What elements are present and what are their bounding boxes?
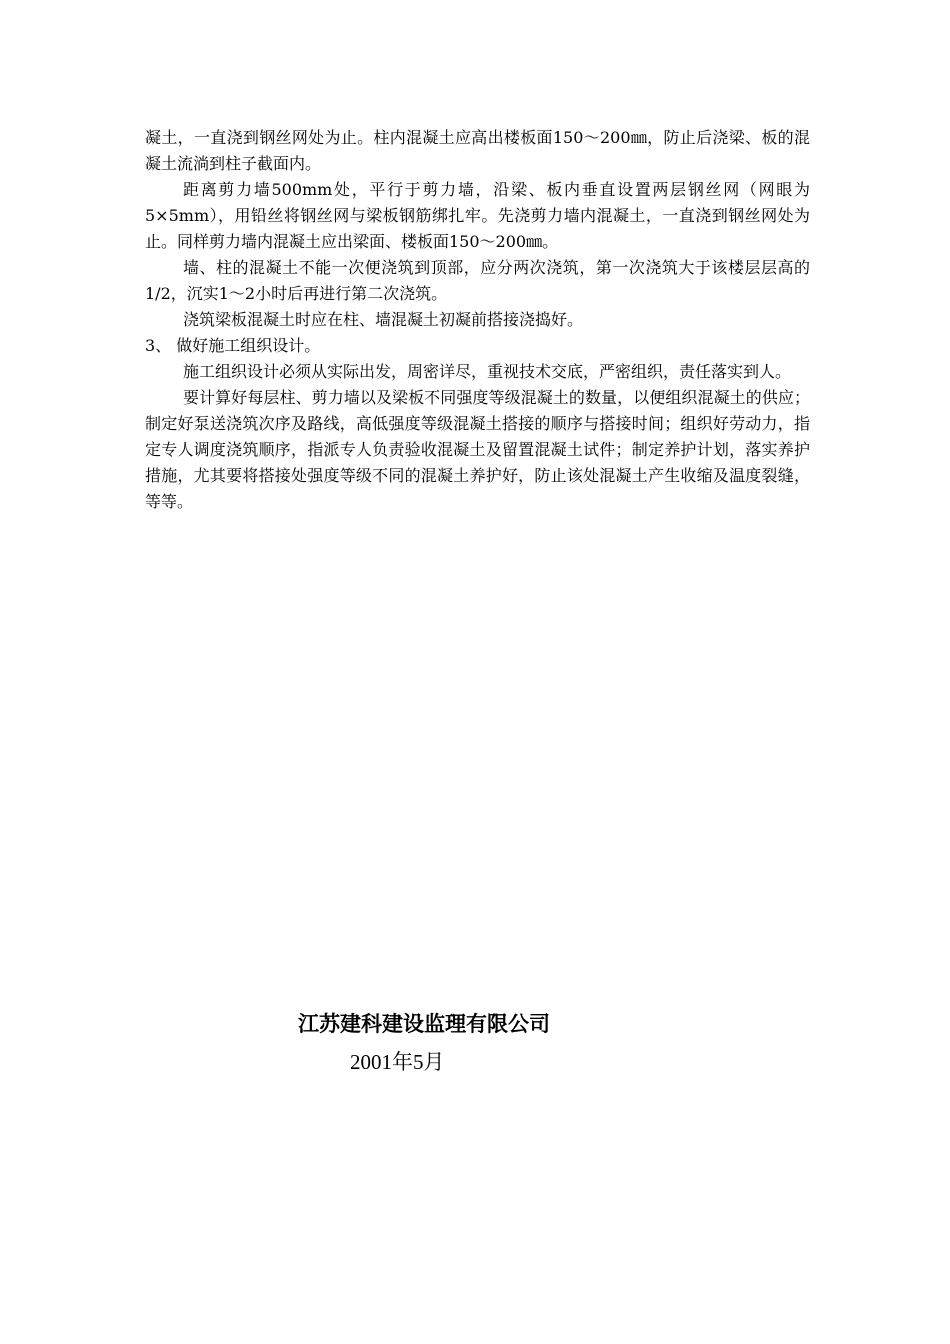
document-body [145,125,810,515]
paragraph-calculation-plan: 要计算好每层柱、剪力墙以及梁板不同强度等级混凝土的数量，以便组织混凝土的供应；制定好泵送浇筑次序及路线，高低强度等级混凝土搭接的顺序与搭接时间；组织好劳动力，指定专人调度浇筑顺序，指派专人负责验收混凝土及留置混凝土试件；制定养护计划，落实养护措施，尤其要将搭接处强度等级不同的混凝土养护好，防止该处混凝土产生收缩及温度裂缝，等等。 [145,388,810,511]
section-heading-3: 3、 做好施工组织设计。 [145,336,321,355]
paragraph-shear-wall-mesh: 距离剪力墙500mm处，平行于剪力墙，沿梁、板内垂直设置两层钢丝网（网眼为5×5mm），用铅丝将钢丝网与梁板钢筋绑扎牢。先浇剪力墙内混凝土，一直浇到钢丝网处为止。同样剪力墙内混凝土应出梁面、楼板面150～200㎜。 [145,180,810,251]
signature-company: 江苏建科建设监理有限公司 [298,1012,550,1036]
paragraph-beam-slab-pouring: 浇筑梁板混凝土时应在柱、墙混凝土初凝前搭接浇捣好。 [183,310,584,329]
paragraph-construction-design: 施工组织设计必须从实际出发，周密详尽，重视技术交底，严密组织，责任落实到人。 [183,362,792,381]
paragraph-pouring-stages: 墙、柱的混凝土不能一次便浇筑到顶部，应分两次浇筑，第一次浇筑大于该楼层层高的1/2，沉实1～2小时后再进行第二次浇筑。 [145,258,810,303]
signature-date: 2001年5月 [350,1050,445,1074]
paragraph-continuation: 凝土，一直浇到钢丝网处为止。柱内混凝土应高出楼板面150～200㎜，防止后浇梁、板的混凝土流淌到柱子截面内。 [145,128,810,173]
